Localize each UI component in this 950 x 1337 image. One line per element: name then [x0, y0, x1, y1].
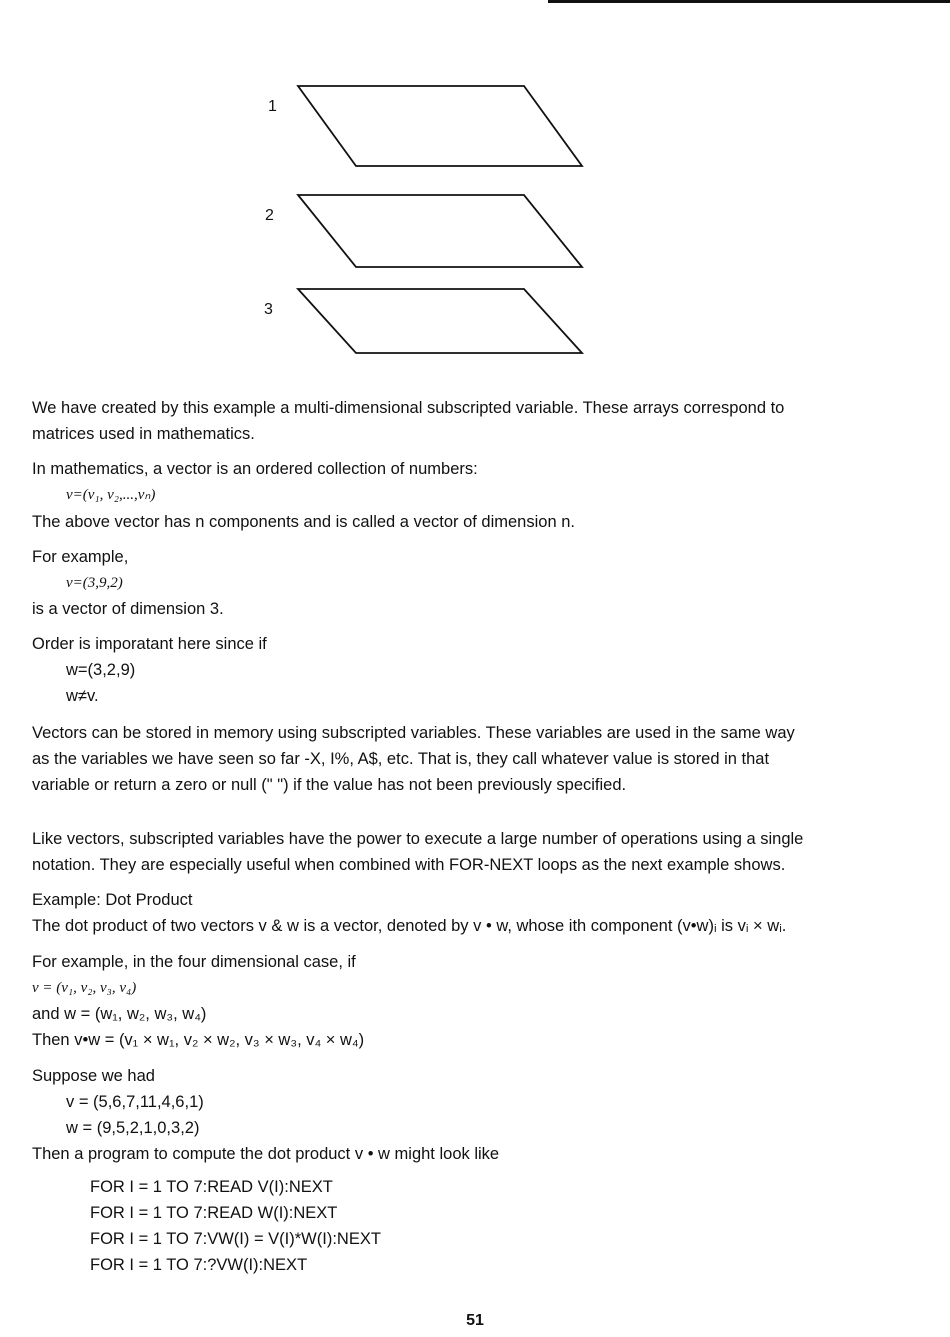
w-four-components: and w = (w₁, w₂, w₃, w₄)	[32, 1005, 207, 1023]
plane-label-3: 3	[264, 301, 273, 318]
program-intro: Then a program to compute the dot product v • w might look like	[32, 1145, 500, 1163]
code-line-4: FOR I = 1 TO 7:?VW(I):NEXT	[90, 1256, 308, 1274]
vector-intro: In mathematics, a vector is an ordered collection of numbers:	[32, 460, 478, 478]
paragraph2-line1: Vectors can be stored in memory using subscripted variables. These variables are used in the same way	[32, 724, 795, 742]
dot-product-definition: The dot product of two vectors v & w is a vector, denoted by v • w, whose ith component (v•w)ᵢ is vᵢ × wᵢ.	[32, 917, 787, 935]
vector-formula: v=(v₁, v₂,...,vₙ)	[66, 487, 156, 503]
paragraph3-line2: notation. They are especially useful when combined with FOR-NEXT loops as the next example shows.	[32, 856, 786, 874]
order-text: Order is imporatant here since if	[32, 635, 267, 653]
suppose-text: Suppose we had	[32, 1067, 155, 1085]
w-definition: w=(3,2,9)	[66, 661, 136, 679]
example-vector: v=(3,9,2)	[66, 575, 123, 591]
code-line-3: FOR I = 1 TO 7:VW(I) = V(I)*W(I):NEXT	[90, 1230, 381, 1248]
v-values: v = (5,6,7,11,4,6,1)	[66, 1093, 204, 1111]
paragraph3-line1: Like vectors, subscripted variables have the power to execute a large number of operations using a single	[32, 830, 804, 848]
plane-1	[298, 86, 582, 166]
plane-label-2: 2	[265, 207, 274, 224]
plane-label-1: 1	[268, 98, 277, 115]
paragraph2-line2: as the variables we have seen so far -X, I%, A$, etc. That is, they call whatever value is stored in that	[32, 750, 770, 768]
code-line-1: FOR I = 1 TO 7:READ V(I):NEXT	[90, 1178, 333, 1196]
paragraph1-line1: We have created by this example a multi-dimensional subscripted variable. These arrays correspond to	[32, 399, 785, 417]
example-title: Example: Dot Product	[32, 891, 193, 909]
v-four-components: v = (v₁, v₂, v₃, v₄)	[32, 980, 137, 996]
four-dim-intro: For example, in the four dimensional case, if	[32, 953, 356, 971]
plane-3	[298, 289, 582, 353]
example-heading: For example,	[32, 548, 129, 566]
paragraph2-line3: variable or return a zero or null (" ") if the value has not been previously specified.	[32, 776, 627, 794]
vector-description: The above vector has n components and is called a vector of dimension n.	[32, 513, 575, 531]
example-description: is a vector of dimension 3.	[32, 600, 224, 618]
plane-2	[298, 195, 582, 267]
code-line-2: FOR I = 1 TO 7:READ W(I):NEXT	[90, 1204, 338, 1222]
then-line: Then v•w = (v₁ × w₁, v₂ × w₂, v₃ × w₃, v₄ × w₄)	[32, 1031, 365, 1049]
paragraph1-line2: matrices used in mathematics.	[32, 425, 255, 443]
page-number: 51	[466, 1312, 484, 1329]
w-values: w = (9,5,2,1,0,3,2)	[66, 1119, 200, 1137]
stacked-planes-figure	[0, 0, 950, 370]
w-not-equal-v: w≠v.	[66, 687, 99, 705]
